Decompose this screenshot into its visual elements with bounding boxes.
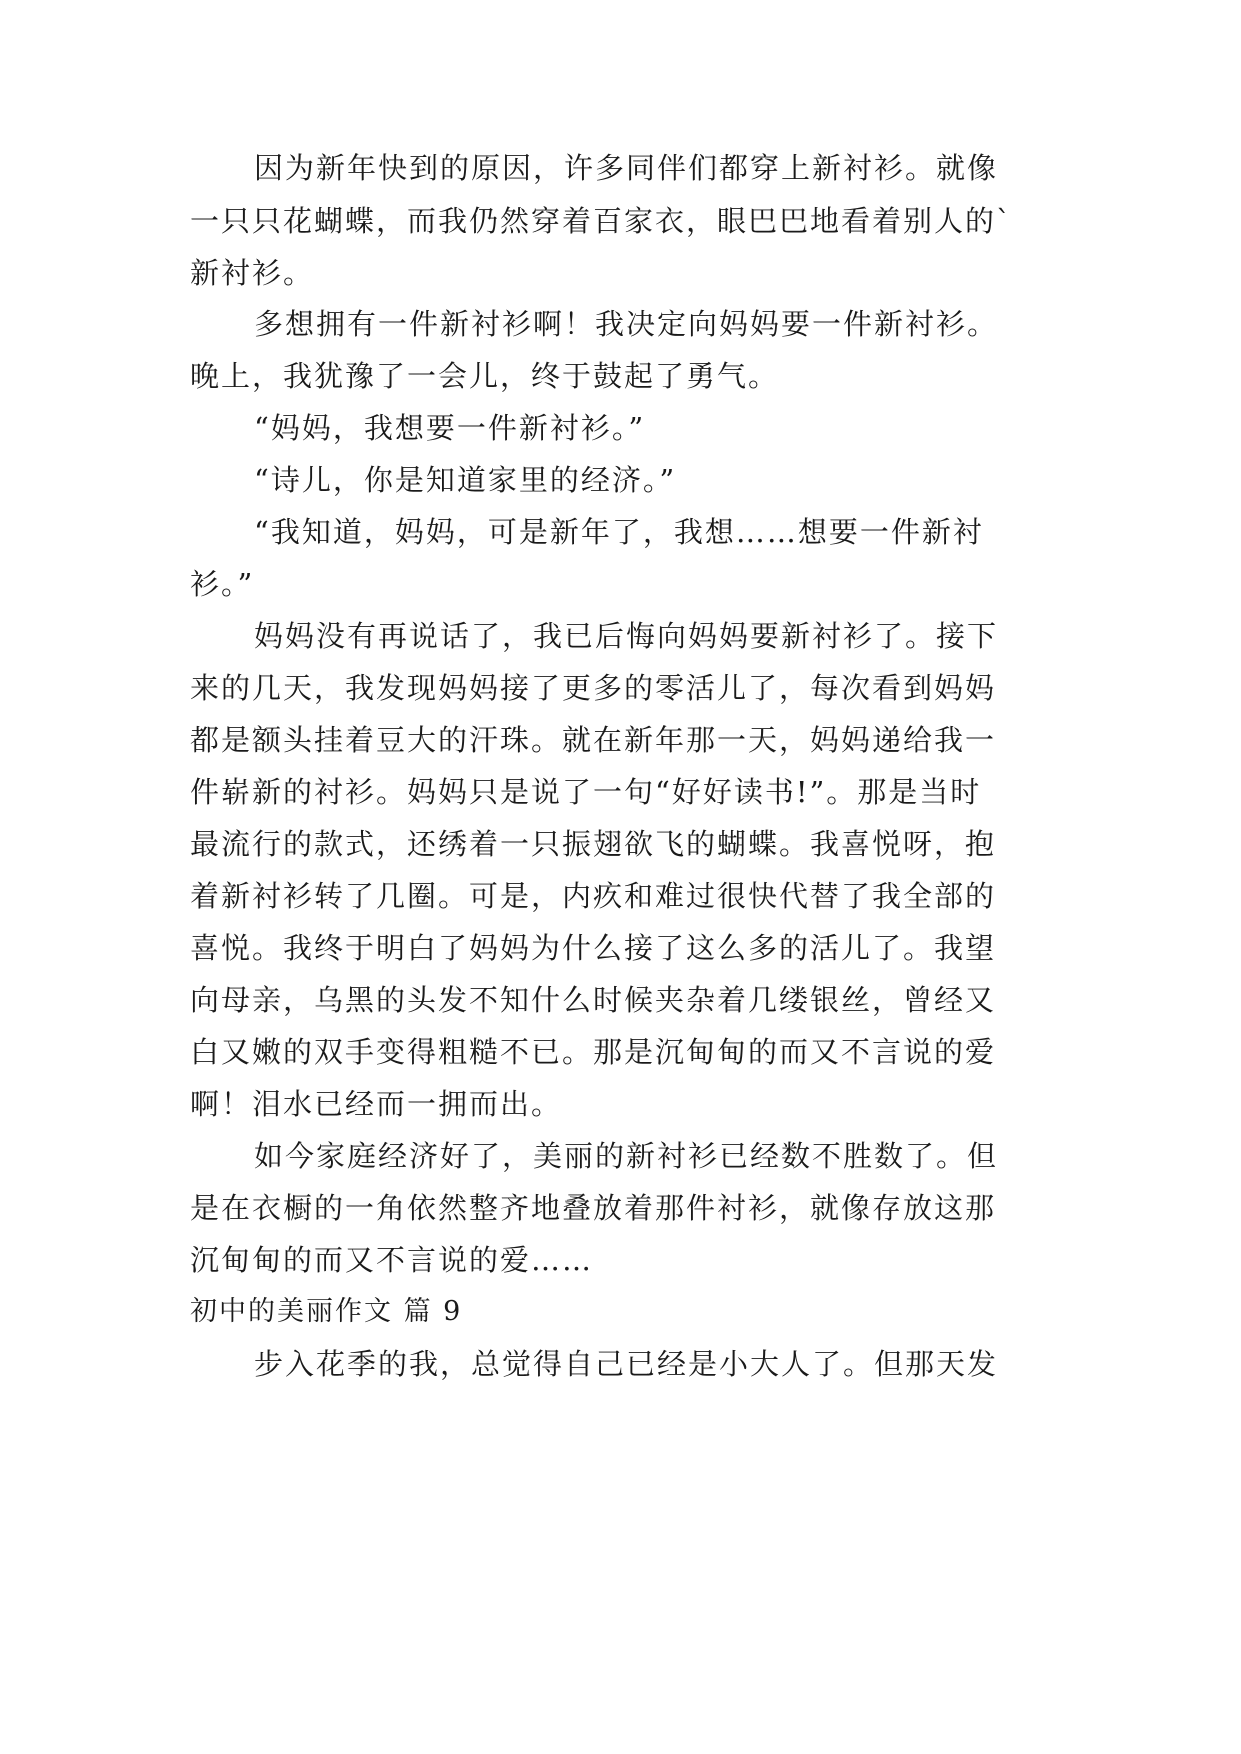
paragraph-line: 件崭新的衬衫。妈妈只是说了一句“好好读书!”。那是当时 [190,775,982,809]
paragraph-line: 一只只花蝴蝶，而我仍然穿着百家衣，眼巴巴地看着别人的` [190,204,1013,238]
paragraph-line: 多想拥有一件新衬衫啊！我决定向妈妈要一件新衬衫。 [254,307,999,341]
paragraph-line: 步入花季的我，总觉得自己已经是小大人了。但那天发 [254,1347,999,1381]
paragraph-line: 白又嫩的双手变得粗糙不已。那是沉甸甸的而又不言说的爱 [190,1035,997,1069]
paragraph-line: 晚上，我犹豫了一会儿，终于鼓起了勇气。 [190,359,780,393]
paragraph-line: 喜悦。我终于明白了妈妈为什么接了这么多的活儿了。我望 [190,931,997,965]
paragraph-line: 着新衬衫转了几圈。可是，内疚和难过很快代替了我全部的 [190,879,997,913]
paragraph-line: “妈妈，我想要一件新衬衫。” [254,411,646,445]
paragraph-line: 因为新年快到的原因，许多同伴们都穿上新衬衫。就像 [254,151,999,185]
paragraph-line: 新衬衫。 [190,256,315,290]
paragraph-line: 是在衣橱的一角依然整齐地叠放着那件衬衫，就像存放这那 [190,1191,997,1225]
paragraph-line: 来的几天，我发现妈妈接了更多的零活儿了，每次看到妈妈 [190,671,997,705]
paragraph-line: 最流行的款式，还绣着一只振翅欲飞的蝴蝶。我喜悦呀，抱 [190,827,997,861]
paragraph-line: 衫。” [190,567,255,601]
paragraph-line: 妈妈没有再说话了，我已后悔向妈妈要新衬衫了。接下 [254,619,999,653]
paragraph-line: “诗儿，你是知道家里的经济。” [254,463,677,497]
paragraph-line: 沉甸甸的而又不言说的爱…… [190,1243,594,1277]
section-heading: 初中的美丽作文 篇 9 [190,1296,463,1327]
paragraph-line: 都是额头挂着豆大的汗珠。就在新年那一天，妈妈递给我一 [190,723,997,757]
paragraph-line: 啊！泪水已经而一拥而出。 [190,1087,563,1121]
paragraph-line: 如今家庭经济好了，美丽的新衬衫已经数不胜数了。但 [254,1139,999,1173]
paragraph-line: “我知道，妈妈，可是新年了，我想……想要一件新衬 [254,515,984,549]
paragraph-line: 向母亲，乌黑的头发不知什么时候夹杂着几缕银丝，曾经又 [190,983,997,1017]
